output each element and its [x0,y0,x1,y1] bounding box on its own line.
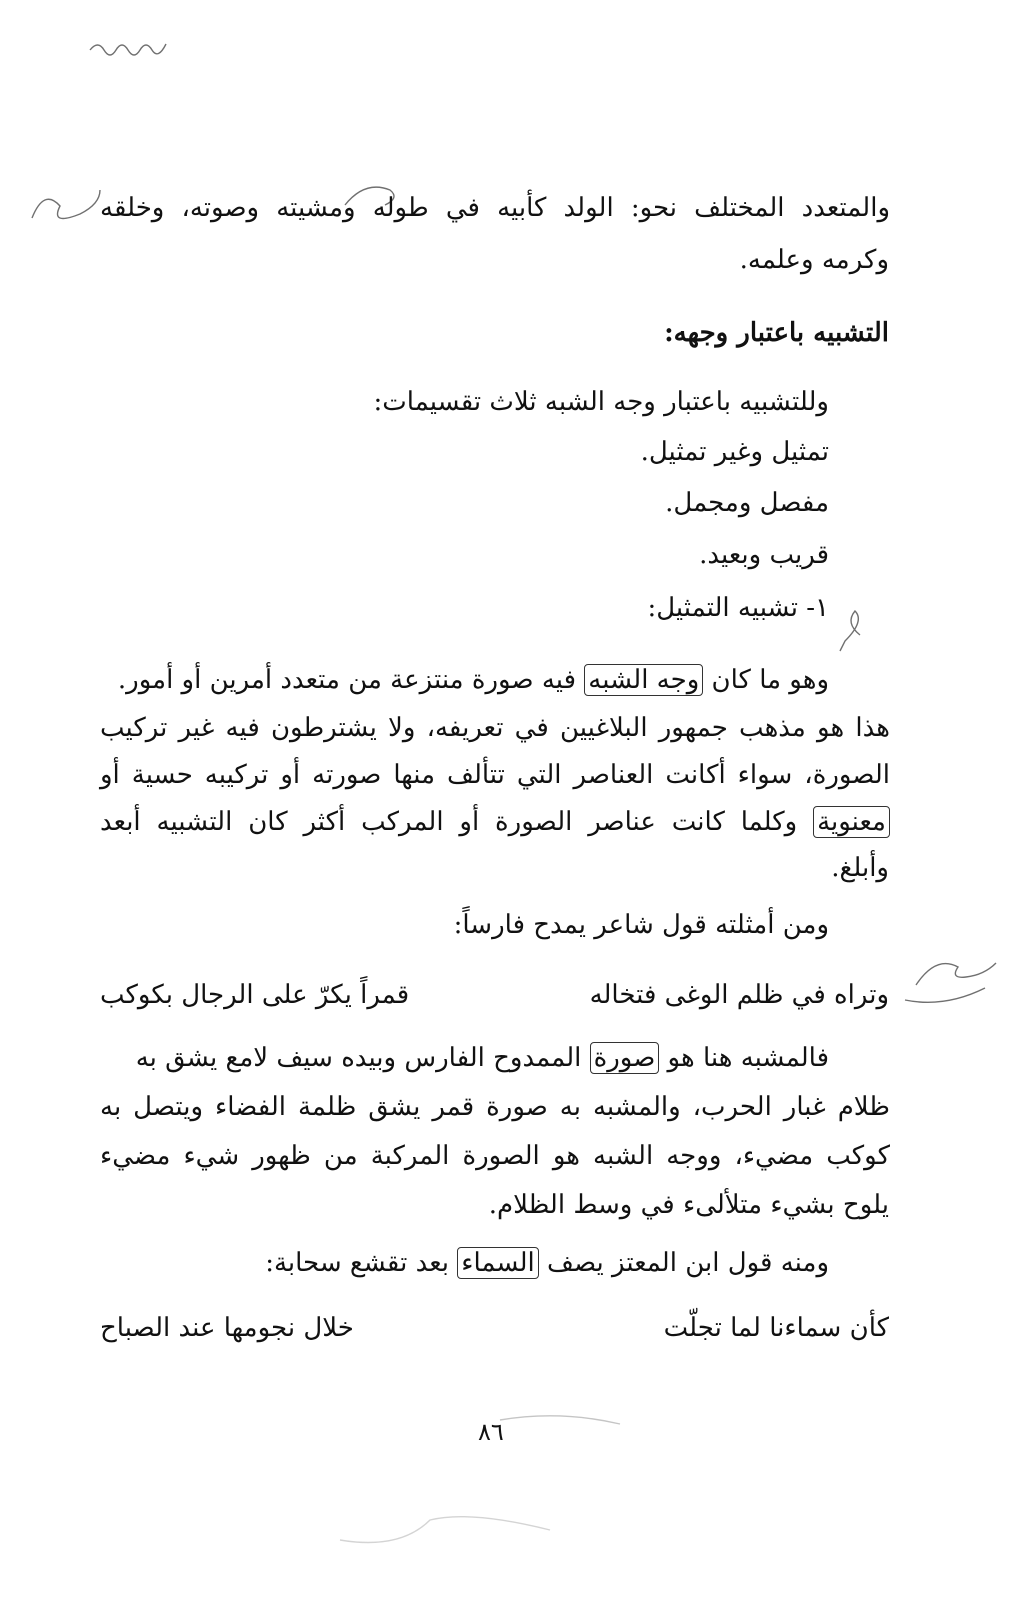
text-line-14: ظلام غبار الحرب، والمشبه به صورة قمر يشق ظلمة الفضاء ويتصل به [100,1092,890,1122]
text-line-15: كوكب مضيء، ووجه الشبه هو الصورة المركبة من ظهور شيء مضيء [100,1141,890,1171]
text-line-13-part-a: فالمشبه هنا هو [659,1043,829,1073]
verse-1-second-hemistich: قمراً يكرّ على الرجال بكوكب [100,980,410,1010]
page-number: ٨٦ [478,1418,504,1446]
text-line-9: الصورة، سواء أكانت العناصر التي تتألف منها صورته أو تركيبه حسية أو [100,760,890,790]
boxed-term-manawiya: معنوية [813,806,890,838]
text-line-1: والمتعدد المختلف نحو: الولد كأبيه في طوله ومشيته وصوته، وخلقه [100,193,890,223]
verse-2-first-hemistich: كأن سماءنا لما تجلّت [663,1313,889,1343]
text-line-5: مفصل ومجمل. [665,488,829,518]
text-line-12: ومن أمثلته قول شاعر يمدح فارساً: [453,910,829,940]
text-line-6: قريب وبعيد. [699,540,829,570]
section-heading-2: ١- تشبيه التمثيل: [647,593,829,623]
boxed-term-samaa: السماء [457,1247,539,1279]
boxed-term-wajh-alshabah: وجه الشبه [584,664,703,696]
text-line-4: تمثيل وغير تمثيل. [640,437,829,467]
text-line-7 [118,660,829,700]
text-line-17 [265,1243,829,1283]
text-line-10-part-b: وكلما كانت عناصر الصورة أو المركب أكثر كان التشبيه أبعد [100,807,814,837]
verse-1-first-hemistich: وتراه في ظلم الوغى فتخاله [589,980,889,1010]
text-line-7-part-b: فيه صورة منتزعة من متعدد أمرين أو أمور. [117,665,585,695]
text-line-17-part-a: ومنه قول ابن المعتز يصف [538,1248,829,1278]
text-line-17-part-b: بعد تقشع سحابة: [265,1248,458,1278]
text-line-10 [100,802,890,842]
text-line-11: وأبلغ. [831,853,889,883]
text-line-7-part-a: وهو ما كان [703,665,829,695]
text-line-13 [136,1038,829,1078]
verse-2-second-hemistich: خلال نجومها عند الصباح [100,1313,354,1343]
text-line-16: يلوح بشيء متلألىء في وسط الظلام. [488,1190,889,1220]
text-line-2: وكرمه وعلمه. [739,245,889,275]
text-line-3: وللتشبيه باعتبار وجه الشبه ثلاث تقسيمات: [373,387,829,417]
text-line-13-part-b: الممدوح الفارس وبيده سيف لامع يشق به [135,1043,590,1073]
text-line-8: هذا هو مذهب جمهور البلاغيين في تعريفه، ولا يشترطون فيه غير تركيب [100,713,890,743]
boxed-term-soura: صورة [590,1042,660,1074]
section-heading-1: التشبيه باعتبار وجهه: [664,318,889,348]
